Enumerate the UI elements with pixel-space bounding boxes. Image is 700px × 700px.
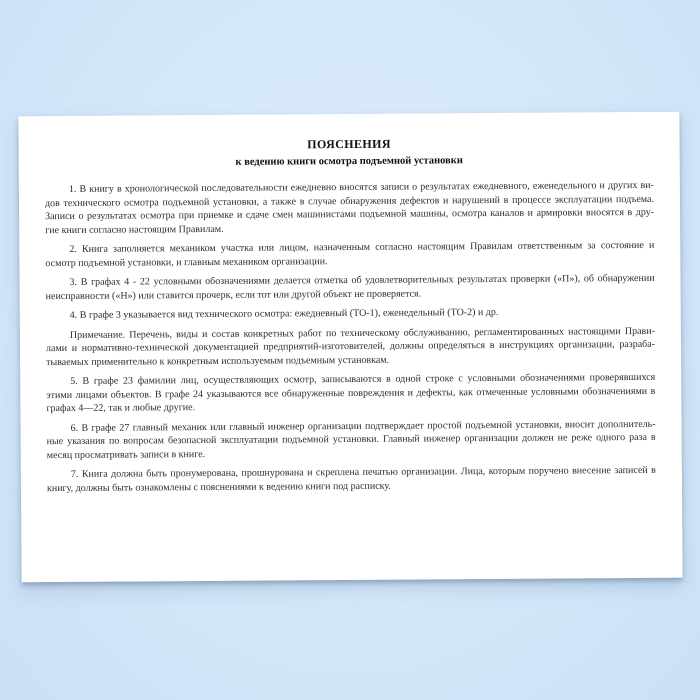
paragraph: [46, 371, 655, 416]
paragraph-line: графах 4—22, так и любые другие.: [46, 402, 196, 415]
paragraph: [45, 179, 654, 237]
document-title: ПОЯСНЕНИЯ: [307, 136, 391, 152]
paragraph-line: 5. В графе 23 фамилии лиц, осуществляющих осмотр, записываются в одной строке с условными обозначениями проверявшихся: [70, 371, 656, 387]
paragraph: [45, 272, 654, 303]
paragraph: [46, 305, 655, 323]
paragraph-line: гие книги согласно настоящим Правилам.: [45, 223, 224, 236]
paragraph-line: лами и нормативно-технической документацией предприятий-изготовителей, должны определяться в инструкциях организации, разраба-: [45, 338, 656, 355]
paragraph-line: 7. Книга должна быть пронумерована, прошнурована и скреплена печатью организации. Лица, которым поручено внесение записей в: [70, 464, 656, 480]
paragraph-line: дов технического осмотра подъемной установки, а также в случае обнаружения дефектов и нарушений в процессе эксплуатации подъема.: [44, 193, 655, 209]
paragraph-line: 3. В графах 4 - 22 условными обозначениями делается отметка об удовлетворительных результатах проверки («П»), об обнаружении: [69, 272, 655, 288]
paragraph-line: осмотр подъемной установки, и главным механиком организации.: [45, 255, 328, 269]
paragraph-line: тываемых применительно к конкретным используемым подъемным установкам.: [46, 354, 390, 368]
paragraph-line: 6. В графе 27 главный механик или главный инженер организации подтверждает простой подъемной установки, вносит дополнитель-: [70, 418, 656, 434]
paragraph: [47, 417, 656, 462]
paragraph-line: ные указания по вопросам безопасной эксплуатации подъемной установки. Главный инженер организации должен не реже одного раза в: [46, 431, 656, 448]
paragraph-line: этими лицами объектов. В графе 24 указываются все обнаруженные повреждения и дефекты, как отмеченные условными обозначениями в: [46, 385, 656, 401]
paragraph-line: 2. Книга заполняется механиком участка или лицом, назначенным согласно настоящим Правилам ответственным за состояние и: [69, 239, 655, 255]
paragraph-line: 1. В книгу в хронологической последовательности ежедневно вносятся записи о результатах ежедневного, еженедельного и других ви-: [68, 179, 654, 195]
paragraph-line: книгу, должны быть ознакомлены с пояснениями к ведению книги под расписку.: [46, 480, 391, 494]
document-page-content: [18, 112, 682, 496]
paragraph: [45, 239, 654, 270]
paragraph-line: Записи о результатах осмотра при приемке и сдаче смен машинистами подъемной машины, осмотра каналов и армировки вносятся в дру-: [45, 206, 655, 223]
document-page: [18, 112, 682, 583]
paragraph-line: 4. В графе 3 указывается вид технического осмотра: ежедневный (ТО-1), еженедельный (ТО-2) и др.: [69, 306, 499, 321]
paragraph-line: неисправности («Н») или ставится прочерк, если тот или другой объект не проверяется.: [45, 288, 422, 302]
paragraph: [47, 464, 656, 495]
document-body: [45, 179, 656, 495]
document-subtitle: к ведению книги осмотра подъемной установки: [235, 155, 463, 168]
paragraph: [46, 324, 655, 369]
paragraph-line: месяц просматривать записи в книге.: [46, 448, 206, 461]
paragraph-line: Примечание. Перечень, виды и состав конкретных работ по техническому обслуживанию, регламентированных настоящими Прави-: [69, 325, 655, 341]
